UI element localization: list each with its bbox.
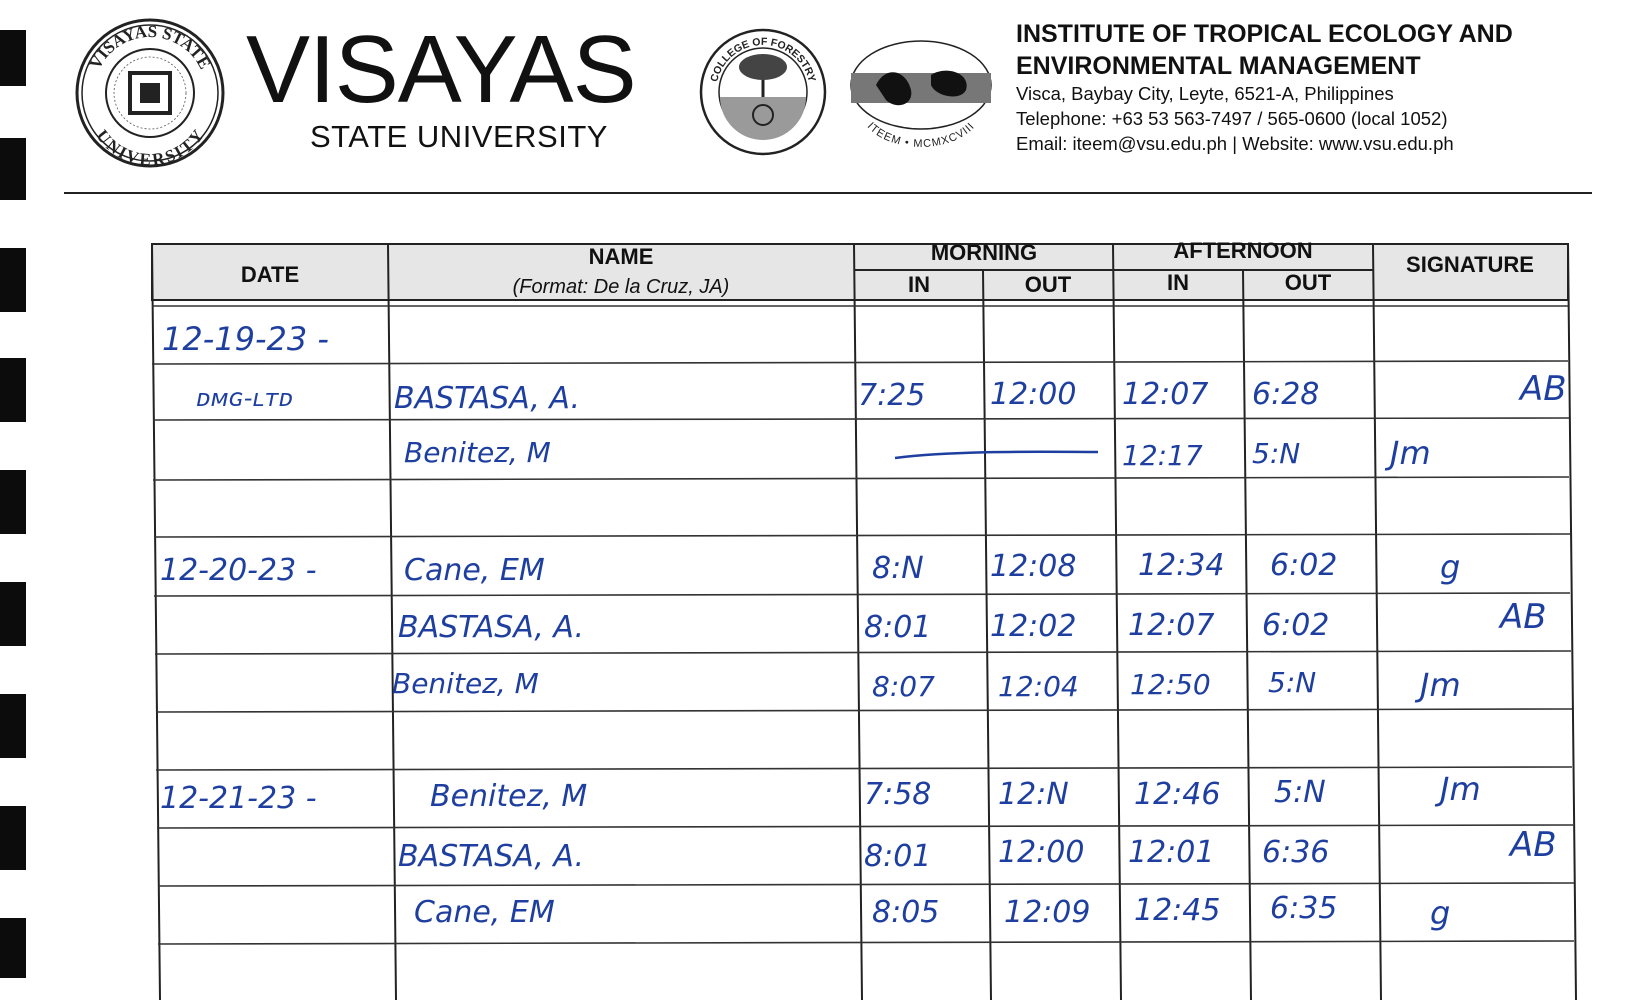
institute-address: Visca, Baybay City, Leyte, 6521-A, Philippines [1016, 83, 1394, 104]
entry-afternoon-in: 12:07 [1128, 608, 1215, 643]
entry-date: 12-19-23 - [162, 320, 329, 358]
col-header-name: NAME [588, 244, 654, 269]
entry-afternoon-in: 12:45 [1134, 893, 1221, 928]
entry-morning-out: 12:09 [1004, 895, 1091, 930]
entry-date: 12-21-23 - [160, 781, 317, 816]
seal-ring-bottom-text: UNIVERSITY [92, 126, 208, 169]
entry-morning-in: 8:N [872, 551, 924, 586]
entry-morning-out: 12:00 [990, 377, 1077, 412]
entry-morning-out: 12:N [998, 777, 1069, 812]
entry-afternoon-in: 12:34 [1138, 548, 1225, 583]
entry-afternoon-out: 6:28 [1252, 377, 1320, 412]
entry-morning-in: 7:58 [864, 777, 932, 812]
entry-afternoon-out: 6:36 [1262, 835, 1330, 870]
university-wordmark: VISAYAS [246, 16, 636, 123]
entry-morning-dash [895, 452, 1098, 458]
entry-name: BASTASA, A. [398, 610, 585, 645]
entry-afternoon-out: 5:N [1252, 437, 1301, 470]
entry-afternoon-in: 12:01 [1128, 835, 1215, 870]
entry-name: Cane, EM [404, 553, 545, 588]
entry-afternoon-in: 12:46 [1134, 777, 1221, 812]
entry-afternoon-in: 12:07 [1122, 377, 1209, 412]
entry-signature: AB [1510, 825, 1557, 865]
institute-email-website: Email: iteem@vsu.edu.ph | Website: www.vsu.edu.ph [1016, 133, 1454, 154]
entry-afternoon-out: 6:02 [1262, 608, 1330, 643]
entry-morning-in: 8:01 [864, 839, 932, 874]
col-header-morning: MORNING [930, 240, 1038, 265]
university-wordmark-subtitle: STATE UNIVERSITY [310, 119, 608, 154]
entry-signature: AB [1500, 597, 1547, 637]
entry-name: BASTASA, A. [398, 839, 585, 874]
institute-name-line1: INSTITUTE OF TROPICAL ECOLOGY AND [1016, 20, 1513, 48]
seal-ring-top-text: VISAYAS STATE [85, 21, 215, 73]
col-header-afternoon: AFTERNOON [1173, 238, 1313, 263]
entry-afternoon-out: 6:02 [1270, 548, 1338, 583]
col-header-morning-out: OUT [1024, 272, 1072, 297]
col-header-name-format: (Format: De la Cruz, JA) [512, 276, 730, 298]
institute-name-line2: ENVIRONMENTAL MANAGEMENT [1016, 52, 1421, 80]
entry-afternoon-out: 5:N [1268, 666, 1317, 699]
iteem-logo-text: ITEEM • MCMXCVIII [864, 120, 978, 151]
entry-afternoon-in: 12:17 [1122, 439, 1203, 472]
entry-name: Benitez, M [430, 779, 588, 814]
entry-signature: Jm [1390, 434, 1431, 472]
col-header-afternoon-in: IN [1167, 270, 1189, 295]
entry-signature: g [1430, 894, 1451, 932]
col-header-morning-in: IN [908, 272, 930, 297]
entry-name: Cane, EM [414, 895, 555, 930]
entry-signature: g [1440, 548, 1461, 586]
entry-morning-out: 12:02 [990, 609, 1077, 644]
entry-morning-in: 8:07 [872, 670, 935, 703]
entry-signature: Jm [1420, 666, 1461, 704]
entry-afternoon-out: 5:N [1274, 775, 1326, 810]
entry-date: 12-20-23 - [160, 553, 317, 588]
entry-date-note: ᴅᴍɢ-ʟᴛᴅ [196, 384, 294, 412]
entry-name: BASTASA, A. [394, 381, 581, 416]
entry-morning-out: 12:04 [998, 670, 1079, 703]
col-header-date: DATE [240, 262, 300, 287]
entry-name: Benitez, M [392, 667, 539, 700]
entry-morning-out: 12:08 [990, 549, 1077, 584]
institute-telephone: Telephone: +63 53 563-7497 / 565-0600 (local 1052) [1016, 108, 1448, 129]
entry-morning-out: 12:00 [998, 835, 1085, 870]
col-header-signature: SIGNATURE [1406, 252, 1534, 277]
table-header-background [152, 244, 1568, 300]
entry-afternoon-out: 6:35 [1270, 891, 1338, 926]
entry-morning-in: 7:25 [858, 378, 926, 413]
entry-morning-in: 8:01 [864, 610, 932, 645]
svg-text:COLLEGE OF FORESTRY: COLLEGE OF FORESTRY [708, 35, 818, 84]
entry-morning-in: 8:05 [872, 895, 940, 930]
entry-signature: AB [1520, 369, 1567, 409]
entry-signature: Jm [1440, 770, 1481, 808]
entry-afternoon-in: 12:50 [1130, 668, 1211, 701]
entry-name: Benitez, M [404, 436, 551, 469]
col-header-afternoon-out: OUT [1284, 270, 1332, 295]
